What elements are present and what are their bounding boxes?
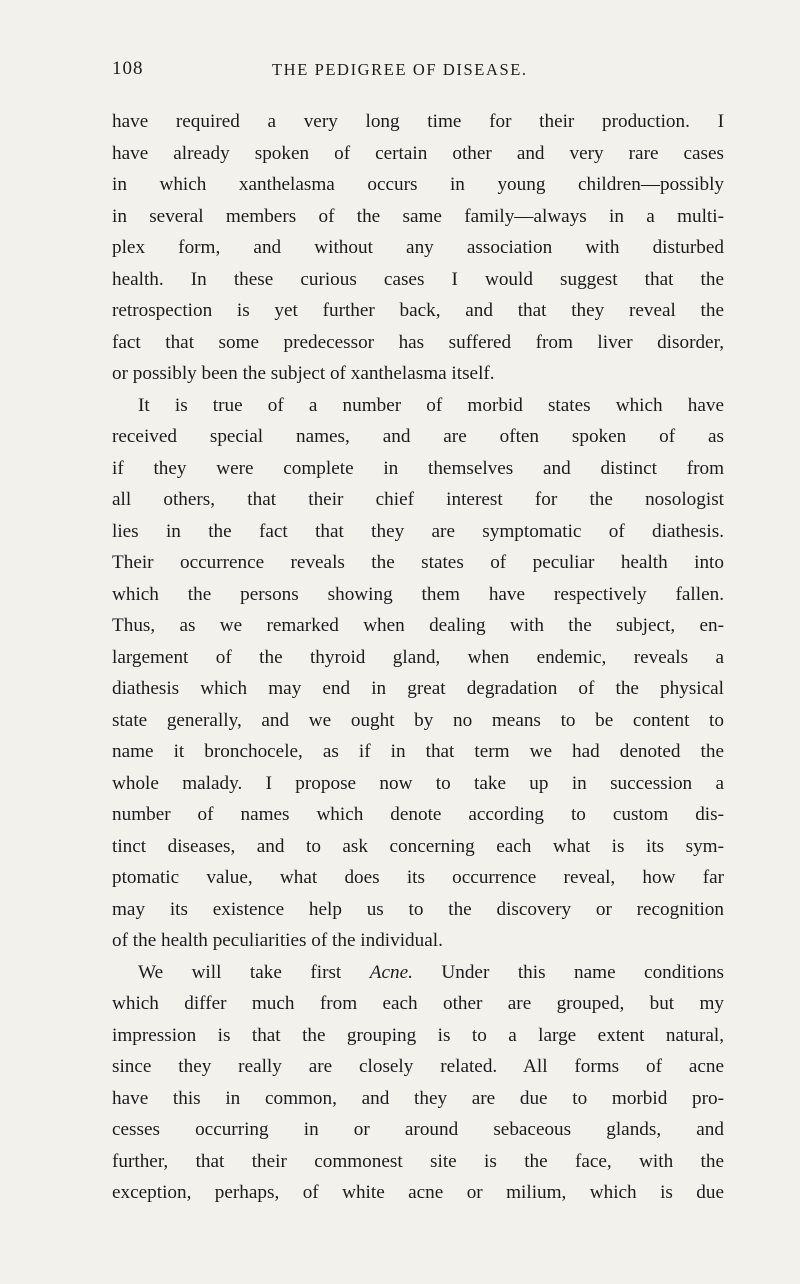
text-line: have required a very long time for their production. I — [112, 111, 724, 132]
text-line: retrospection is yet further back, and that they reveal the — [112, 300, 724, 321]
text-line: in several members of the same family—always in a multi- — [112, 205, 724, 227]
running-head: THE PEDIGREE OF DISEASE. — [272, 60, 528, 79]
text-line: or possibly been the subject of xanthelasma itself. — [112, 363, 495, 384]
text-line: whole malady. I propose now to take up in succession a — [112, 772, 724, 794]
page-number: 108 — [112, 58, 144, 79]
text-line: Thus, as we remarked when dealing with the subject, en- — [112, 615, 724, 636]
text-line-acne — [112, 957, 724, 989]
text-line: since they really are closely related. All forms of acne — [112, 1056, 724, 1077]
text-line: received special names, and are often spoken of as — [112, 426, 724, 447]
text-line: number of names which denote according to custom dis- — [112, 804, 724, 825]
text-segment: Under this name conditions — [441, 961, 725, 983]
book-page — [112, 58, 724, 1209]
text-line: which the persons showing them have respectively fallen. — [112, 583, 724, 605]
text-line: plex form, and without any association with disturbed — [112, 237, 724, 258]
acne-heading: Acne. — [369, 961, 413, 983]
text-line: lies in the fact that they are symptomatic of diathesis. — [112, 520, 724, 542]
text-line: Their occurrence reveals the states of peculiar health into — [112, 552, 724, 573]
text-line: further, that their commonest site is the face, with the — [112, 1150, 724, 1172]
text-line: have this in common, and they are due to morbid pro- — [112, 1087, 724, 1109]
text-line: exception, perhaps, of white acne or milium, which is due — [112, 1182, 724, 1203]
text-line: cesses occurring in or around sebaceous glands, and — [112, 1119, 724, 1140]
text-line: if they were complete in themselves and distinct from — [112, 457, 724, 479]
text-line: all others, that their chief interest for the nosologist — [112, 489, 724, 510]
text-line: state generally, and we ought by no means to be content to — [112, 709, 724, 731]
body-text — [112, 106, 724, 1209]
text-line: largement of the thyroid gland, when endemic, reveals a — [112, 646, 724, 668]
page-header — [112, 58, 724, 88]
text-line: have already spoken of certain other and very rare cases — [112, 142, 724, 164]
text-line: name it bronchocele, as if in that term we had denoted the — [112, 741, 724, 762]
text-line: impression is that the grouping is to a large extent natural, — [112, 1024, 724, 1046]
text-line: which differ much from each other are grouped, but my — [112, 993, 724, 1014]
text-line: of the health peculiarities of the individual. — [112, 930, 443, 951]
text-line: in which xanthelasma occurs in young children—possibly — [112, 174, 724, 195]
text-line: may its existence help us to the discovery or recognition — [112, 898, 724, 920]
text-line: health. In these curious cases I would suggest that the — [112, 268, 724, 290]
text-line: diathesis which may end in great degradation of the physical — [112, 678, 724, 699]
text-line: It is true of a number of morbid states which have — [138, 394, 724, 416]
text-line: ptomatic value, what does its occurrence reveal, how far — [112, 867, 724, 888]
text-line: fact that some predecessor has suffered from liver disorder, — [112, 331, 724, 353]
text-segment: We will take first — [138, 961, 342, 983]
text-line: tinct diseases, and to ask concerning each what is its sym- — [112, 835, 724, 857]
